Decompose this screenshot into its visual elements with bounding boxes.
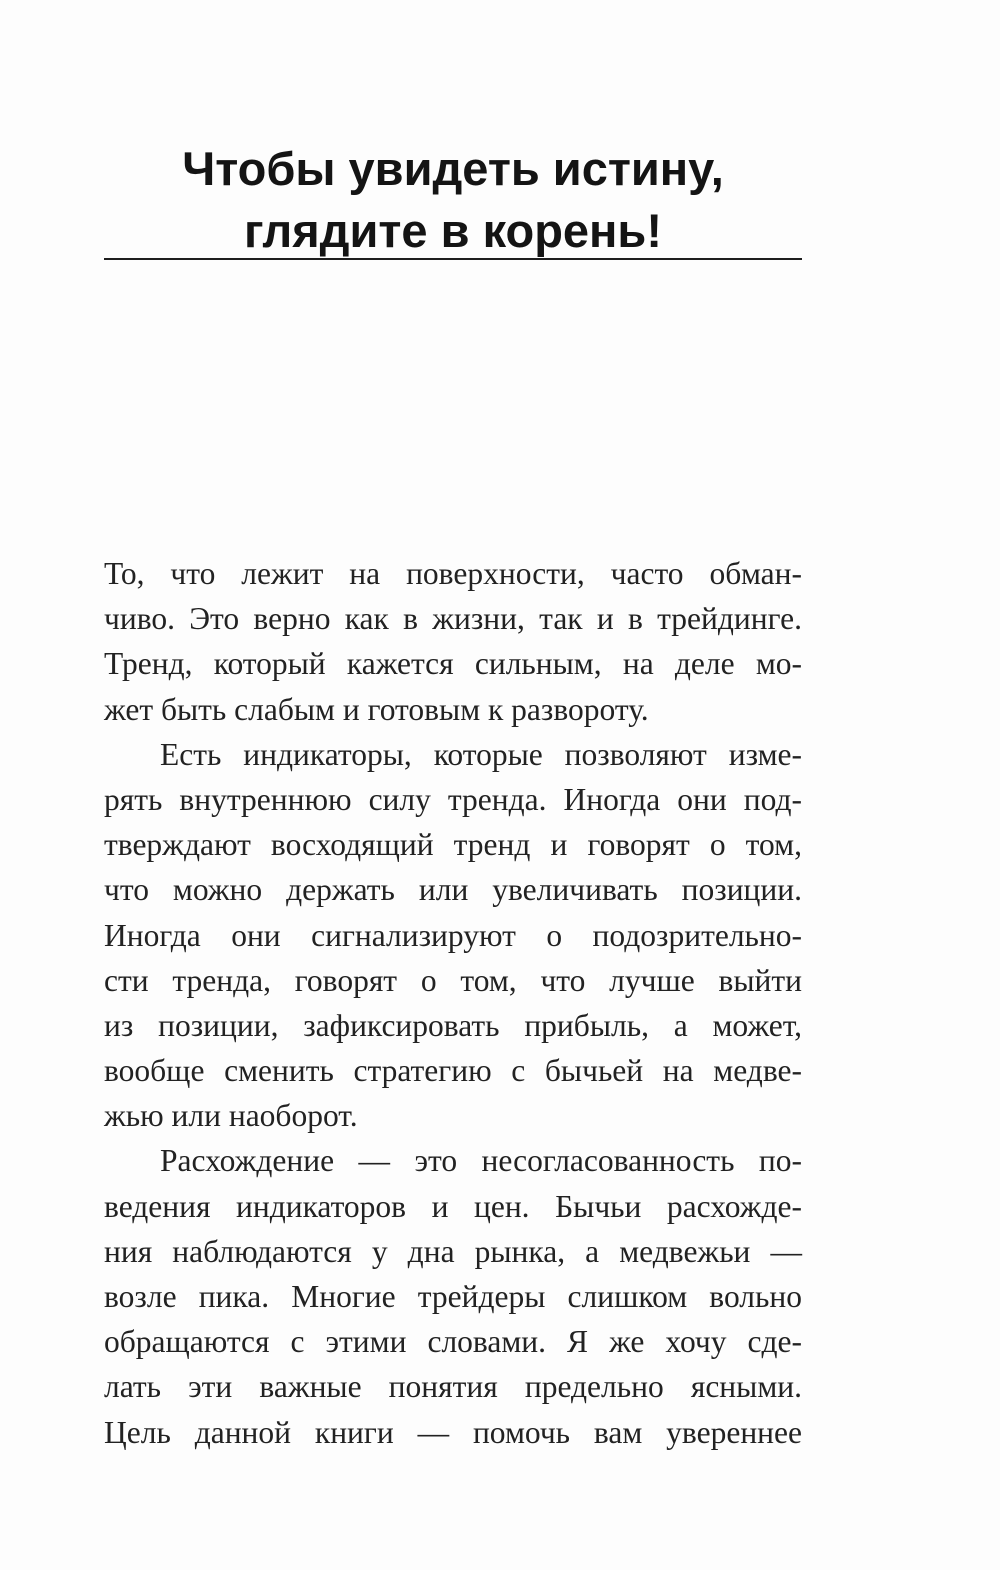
text-line: что можно держать или увеличивать позиции. — [104, 872, 802, 908]
heading-divider — [104, 258, 802, 260]
text-line: жет быть слабым и готовым к развороту. — [104, 691, 649, 727]
text-line: обращаются с этими словами. Я же хочу сде- — [104, 1324, 802, 1360]
text-line: Иногда они сигнализируют о подозрительно- — [104, 917, 802, 953]
heading-line-1: Чтобы увидеть истину, — [182, 142, 724, 195]
paragraph-3 — [104, 1138, 802, 1454]
text-line: Цель данной книги — помочь вам увереннее — [104, 1414, 802, 1450]
text-line: чиво. Это верно как в жизни, так и в трейдинге. — [104, 601, 802, 637]
text-line: рять внутреннюю силу тренда. Иногда они под- — [104, 781, 802, 817]
paragraph-1 — [104, 551, 802, 732]
text-line: ведения индикаторов и цен. Бычьи расхожде- — [104, 1188, 802, 1224]
text-line: Тренд, который кажется сильным, на деле мо- — [104, 646, 802, 682]
text-line: ния наблюдаются у дна рынка, а медвежьи — — [104, 1233, 802, 1269]
text-line: тверждают восходящий тренд и говорят о том, — [104, 827, 802, 863]
text-line: сти тренда, говорят о том, что лучше выйти — [104, 962, 802, 998]
text-line: лать эти важные понятия предельно ясными. — [104, 1369, 802, 1405]
paragraph-2 — [104, 732, 802, 1139]
text-line: Расхождение — это несогласованность по- — [160, 1143, 802, 1179]
text-line: жью или наоборот. — [104, 1098, 358, 1134]
heading-line-2: глядите в корень! — [244, 204, 662, 257]
body-text — [104, 551, 802, 1455]
text-line: из позиции, зафиксировать прибыль, а может, — [104, 1007, 802, 1043]
text-line: возле пика. Многие трейдеры слишком вольно — [104, 1279, 802, 1314]
text-line: вообще сменить стратегию с бычьей на медве- — [104, 1053, 802, 1089]
chapter-heading — [104, 138, 802, 262]
text-line: То, что лежит на поверхности, часто обман- — [104, 556, 802, 591]
text-line: Есть индикаторы, которые позволяют изме- — [160, 736, 802, 772]
